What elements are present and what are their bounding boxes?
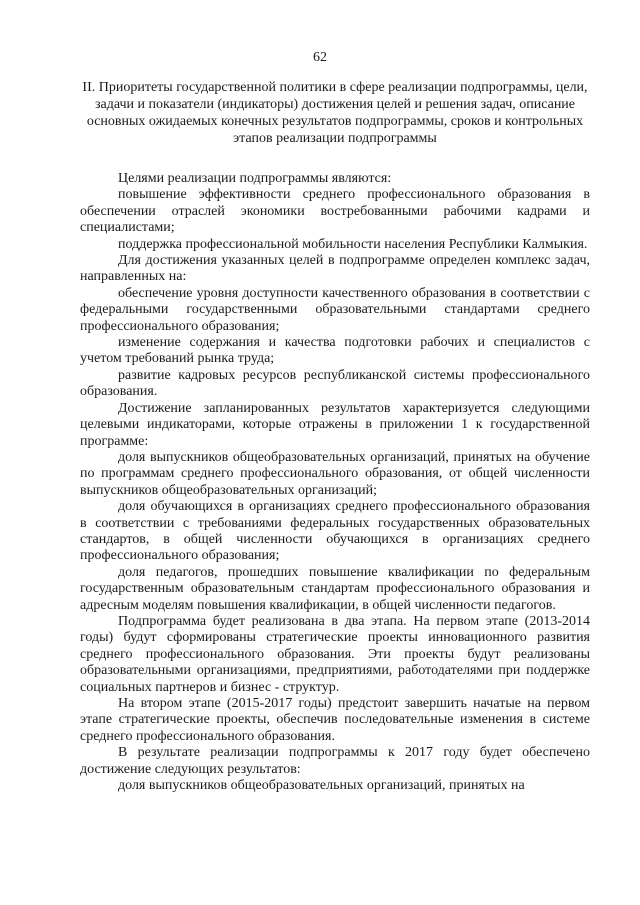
paragraph-indicator-2: доля обучающихся в организациях среднего профессионального образования в соответствии с требованиями федеральных государственных образовательных стандартов, в общей численности обучающихся в организациях среднего профессионального образования; (80, 499, 590, 564)
paragraph-indicator-3: доля педагогов, прошедших повышение квалификации по федеральным государственным образовательным стандартам профессионального образования и адресным моделям повышения квалификации, в общей численности педагогов. (80, 564, 590, 613)
paragraph-goal-1: повышение эффективности среднего профессионального образования в обеспечении отраслей экономики востребованными рабочими кадрами и специалистами; (80, 187, 590, 236)
paragraph-indicators-intro: Достижение запланированных результатов характеризуется следующими целевыми индикаторами, которые отражены в приложении 1 к государственной программе: (80, 400, 590, 449)
paragraph-task-3: развитие кадровых ресурсов республиканской системы профессионального образования. (80, 367, 590, 400)
paragraph-stage-1: Подпрограмма будет реализована в два этапа. На первом этапе (2013-2014 годы) будут сформированы стратегические проекты инновационного развития среднего профессионального образования. Эти проекты будут реализованы образовательными организациями, предприятиями, работодателями при поддержке социальных партнеров и бизнес - структур. (80, 613, 590, 695)
paragraph-goals-intro: Целями реализации подпрограммы являются: (118, 171, 392, 186)
page-number: 62 (313, 50, 327, 65)
paragraph-stage-2: На втором этапе (2015-2017 годы) предстоит завершить начатые на первом этапе стратегические проекты, обеспечив последовательные изменения в системе среднего профессионального образования. (80, 696, 590, 744)
paragraph-tasks-intro: Для достижения указанных целей в подпрограмме определен комплекс задач, направленных на: (80, 253, 590, 285)
paragraph-indicator-1: доля выпускников общеобразовательных организаций, принятых на обучение по программам среднего профессионального образования, от общей численности выпускников общеобразовательных организаций; (80, 449, 590, 498)
section-title: II. Приоритеты государственной политики в сфере реализации подпрограммы, цели, задачи и показатели (индикаторы) достижения целей и решения задач, описание основных ожидаемых конечных результатов подпрограммы, сроков и контрольных этапов реализации подпрограммы (82, 80, 588, 146)
paragraph-goal-2: поддержка профессиональной мобильности населения Республики Калмыкия. (118, 236, 588, 252)
document-body (80, 171, 590, 794)
paragraph-task-1: обеспечение уровня доступности качественного образования в соответствии с федеральными государственными образовательными стандартами среднего профессионального образования; (80, 285, 590, 334)
paragraph-results-intro: В результате реализации подпрограммы к 2017 году будет обеспечено достижение следующих результатов: (80, 745, 590, 777)
paragraph-result-1: доля выпускников общеобразовательных организаций, принятых на (118, 778, 525, 794)
paragraph-task-2: изменение содержания и качества подготовки рабочих и специалистов с учетом требований рынка труда; (80, 335, 590, 367)
